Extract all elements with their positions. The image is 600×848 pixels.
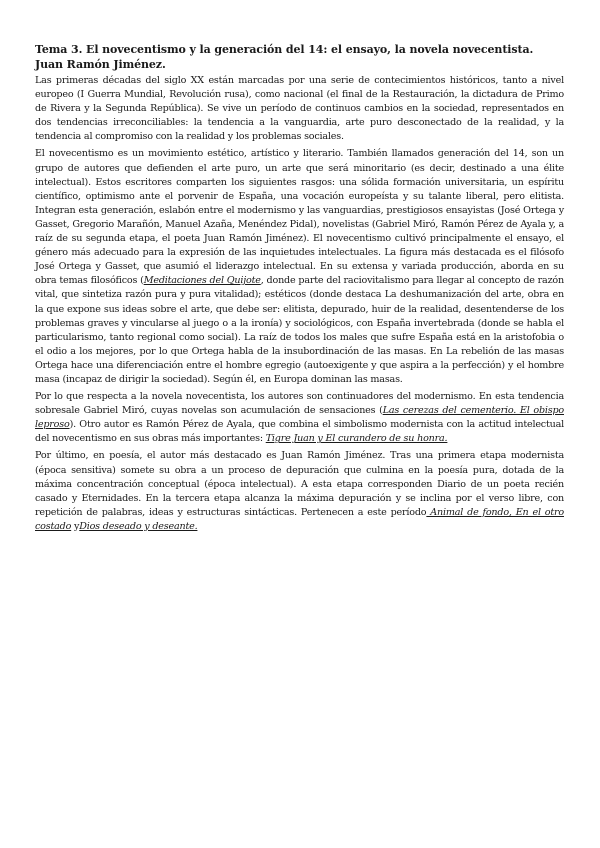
paragraph-poesia-text-1: Por último, en poesía, el autor más destacado es Juan Ramón Jiménez. Tras una primera etapa modernista (época sensitiva) somete su obra a un proceso de depuración que culmina en la poesía pura, dotada de la máxima concentración conceptual (época intelectual). A esta etapa corresponden Diario de un poeta recién casado y Eternidades. En la tercera etapa alcanza la máxima depuración y se inclina por el verso libre, con repetición de palabras, ideas y estructuras sintácticas. Pertenecen a este período <box>35 450 564 518</box>
paragraph-context: Las primeras décadas del siglo XX están marcadas por una serie de contecimientos históricos, tanto a nivel europeo (I Guerra Mundial, Revolución rusa), como nacional (el final de la Restauración, la dictadura de Primo de Rivera y la Segunda República). Se vive un período de continuos cambios en la sociedad, representados en dos tendencias irreconciliables: la tendencia a la vanguardia, arte puro desconectado de la realidad, y la tendencia al compromiso con la realidad y los problemas sociales. <box>35 75 564 143</box>
work-title-animal-de-fondo: Animal de fondo, En el otro costado <box>35 506 564 532</box>
work-title-miro: Las cerezas del cementerio. El obispo leproso <box>35 405 564 431</box>
paragraph-poesia-conjunction: y <box>71 520 80 532</box>
paragraph-novecentismo <box>35 147 564 387</box>
work-title-meditaciones: Meditaciones del Quijote <box>143 275 261 287</box>
paragraph-novecentismo-text-1: El novecentismo es un movimiento estético, artístico y literario. También llamados generación del 14, son un grupo de autores que defienden el arte puro, un arte que será minoritario (es decir, destinado a una élite intelectual). Estos escritores comparten los siguientes rasgos: una sólida formación universitaria, un espíritu científico, optimismo ante el porvenir de España, una vocación europeísta y su talante liberal, pero elitista. Integran esta generación, eslabón entre el modernismo y las vanguardias, prestigiosos ensayistas (José Ortega y Gasset, Gregorio Marañón, Manuel Azaña, Menéndez Pidal), novelistas (Gabriel Miró, Ramón Pérez de Ayala y, a raíz de su segunda etapa, el poeta Juan Ramón Jiménez). El novecentismo cultivó principalmente el ensayo, el género más adecuado para la expresión de las inquietudes intelectuales. La figura más destacada es el filósofo José Ortega y Gasset, que asumió el liderazgo intelectual. En su extensa y variada producción, aborda en su obra temas filosóficos ( <box>35 148 564 287</box>
paragraph-novecentismo-text-2: , donde parte del raciovitalismo para llegar al concepto de razón vital, que sintetiza razón pura y pura vitalidad); estéticos (donde destaca La deshumanización del arte, obra en la que expone sus ideas sobre el arte, que debe ser: elitista, depurado, huir de la realidad, desentenderse de los problemas graves y vincularse al juego o a la ironía) y sociológicos, con España invertebrada (donde se habla el particularismo, tanto regional como social). La raíz de todos los males que sufre España está en la aristofobia o el odio a los mejores, por lo que Ortega habla de la insubordinación de las masas. En La rebelión de las masas Ortega hace una diferenciación entre el hombre egregio (autoexigente y que aspira a la perfección) y el hombre masa (incapaz de dirigir la sociedad). Según él, en Europa dominan las masas. <box>35 275 564 385</box>
document-title: Tema 3. El novecentismo y la generación del 14: el ensayo, la novela novecentista. Juan Ramón Jiménez. <box>35 43 534 71</box>
paragraph-poesia <box>35 449 564 534</box>
paragraph-novela <box>35 390 564 446</box>
work-title-dios-deseado: Dios deseado y deseante. <box>79 520 198 532</box>
work-title-ayala: Tigre Juan y El curandero de su honra. <box>265 433 448 445</box>
paragraph-novela-text-1: Por lo que respecta a la novela novecentista, los autores son continuadores del modernismo. En esta tendencia sobresale Gabriel Miró, cuyas novelas son acumulación de sensaciones ( <box>35 391 564 417</box>
paragraph-novela-text-2: ). Otro autor es Ramón Pérez de Ayala, que combina el simbolismo modernista con la actitud intelectual del novecentismo en sus obras más importantes: <box>35 419 564 445</box>
